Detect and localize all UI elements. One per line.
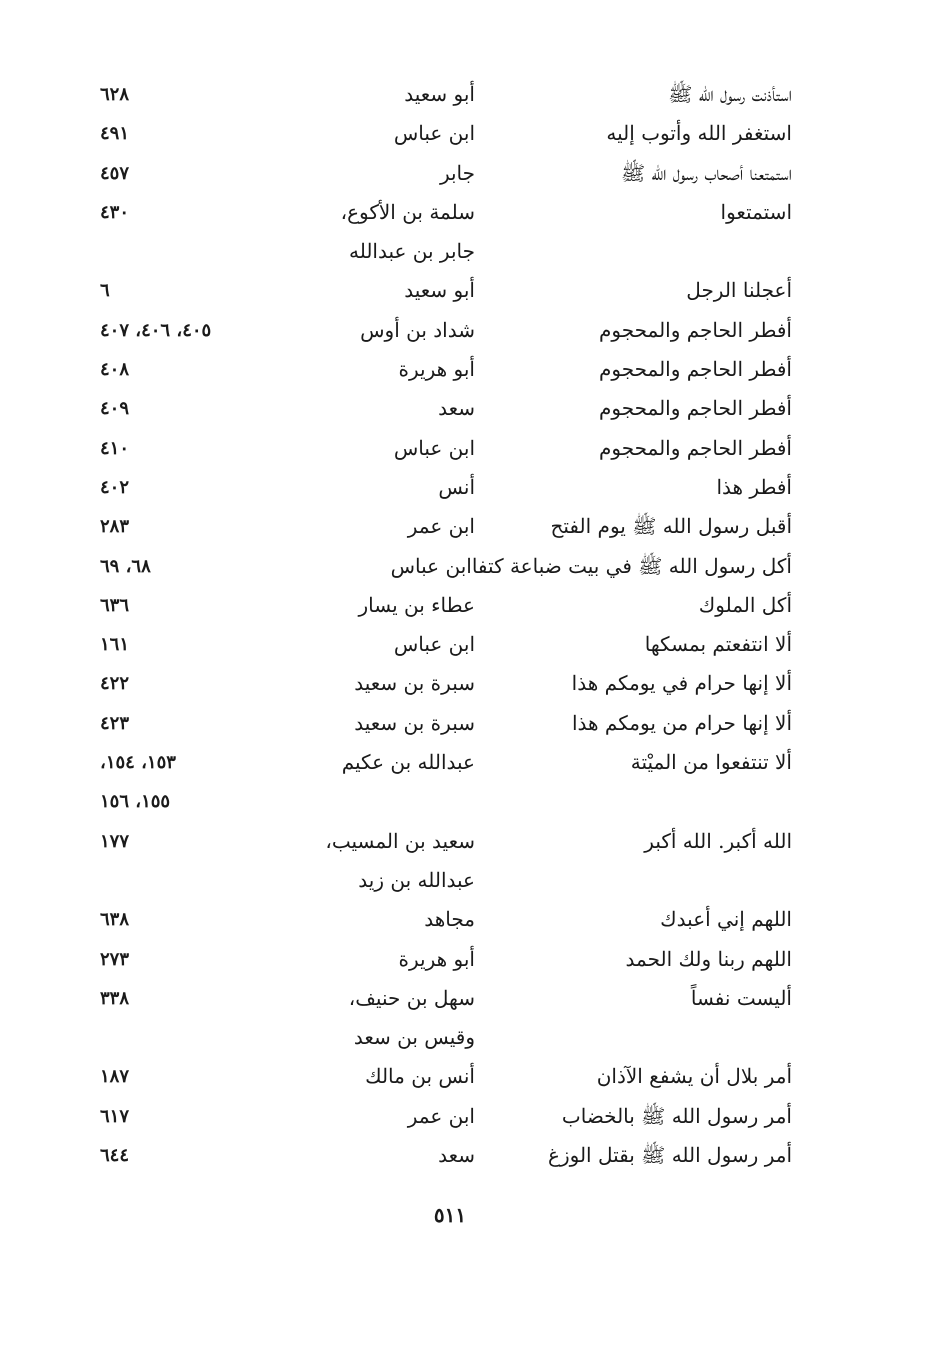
page-references-text: ١٥٥، ١٥٦ bbox=[100, 791, 171, 813]
page-references-text: ٦٣٨ bbox=[100, 909, 130, 931]
narrator: سعيد بن المسيب، bbox=[325, 828, 475, 853]
hadith-text: ألا إنها حرام من يومكم هذا bbox=[571, 710, 792, 735]
index-row bbox=[100, 861, 810, 900]
page-references bbox=[100, 822, 285, 861]
page-references bbox=[100, 154, 285, 193]
page-references bbox=[100, 507, 285, 546]
hadith-text: استأذنت رسول الله ﷺ bbox=[668, 82, 792, 106]
narrator: عطاء بن يسار bbox=[358, 592, 475, 617]
hadith-text: أليست نفساً bbox=[690, 985, 792, 1010]
page-references-text: ١٥٣، ١٥٤، bbox=[100, 752, 176, 774]
page-references bbox=[100, 547, 285, 586]
index-row bbox=[100, 75, 810, 114]
hadith-text: أفطر الحاجم والمحجوم bbox=[598, 357, 792, 382]
narrator: أنس bbox=[438, 474, 475, 499]
narrator: سلمة بن الأكوع، bbox=[340, 199, 475, 224]
narrator: عبدالله بن زيد bbox=[358, 867, 475, 892]
hadith-text: أكل رسول الله ﷺ في بيت ضباعة كتفاابن عباس bbox=[390, 553, 792, 578]
narrator: جابر bbox=[439, 160, 475, 185]
hadith-text: استمتعنا أصحاب رسول الله ﷺ bbox=[620, 160, 792, 185]
page-references bbox=[100, 979, 285, 1018]
page-references bbox=[100, 625, 285, 664]
index-row bbox=[100, 193, 810, 232]
index-row bbox=[100, 389, 810, 428]
index-row bbox=[100, 979, 810, 1018]
hadith-text: أمر بلال أن يشفع الآذان bbox=[596, 1064, 792, 1089]
hadith-text: ألا إنها حرام في يومكم هذا bbox=[571, 671, 792, 696]
page-references-text: ٤١٠ bbox=[100, 437, 130, 459]
index-row bbox=[100, 586, 810, 625]
page-references bbox=[100, 1018, 285, 1057]
index-row bbox=[100, 271, 810, 310]
narrator: سبرة بن سعيد bbox=[354, 710, 475, 735]
page-references bbox=[100, 311, 285, 350]
page-references-text: ٦٢٨ bbox=[100, 84, 130, 105]
page-references-text: ٦٣٦ bbox=[100, 594, 130, 616]
index-row bbox=[100, 1057, 810, 1096]
page-references-text: ٤٠٢ bbox=[100, 476, 130, 498]
index-row bbox=[100, 429, 810, 468]
narrator: شداد بن أوس bbox=[360, 317, 475, 342]
narrator: ابن عمر bbox=[407, 1103, 475, 1128]
page-references-text: ٤٠٥، ٤٠٦، ٤٠٧ bbox=[100, 319, 212, 341]
index-row bbox=[100, 1097, 810, 1136]
page-references bbox=[100, 389, 285, 428]
index-row bbox=[100, 154, 810, 193]
hadith-text: ألا انتفعتم بمسكها bbox=[644, 632, 792, 657]
hadith-text: اللهم إني أعبدك bbox=[660, 907, 792, 932]
page-references-text: ٤٩١ bbox=[100, 123, 130, 145]
page-references bbox=[100, 586, 285, 625]
index-row bbox=[100, 114, 810, 153]
narrator: أبو هريرة bbox=[398, 946, 475, 971]
index-row bbox=[100, 664, 810, 703]
index-row bbox=[100, 940, 810, 979]
index-row bbox=[100, 743, 810, 782]
page-references-text: ١٦١ bbox=[100, 634, 130, 656]
hadith-text: الله أكبر. الله أكبر bbox=[644, 828, 792, 853]
index-row bbox=[100, 311, 810, 350]
hadith-text: ألا تنتفعوا من الميْتة bbox=[630, 750, 792, 775]
hadith-text: أمر رسول الله ﷺ بقتل الوزغ bbox=[548, 1143, 792, 1168]
narrator: ابن عمر bbox=[407, 514, 475, 539]
page-references bbox=[100, 350, 285, 389]
narrator: سهل بن حنيف، bbox=[348, 985, 475, 1010]
hadith-text: أقبل رسول الله ﷺ يوم الفتح bbox=[550, 514, 792, 539]
page-references bbox=[100, 704, 285, 743]
index-row bbox=[100, 1136, 810, 1175]
page-references bbox=[100, 664, 285, 703]
page-references bbox=[100, 468, 285, 507]
index-row bbox=[100, 900, 810, 939]
index-row bbox=[100, 232, 810, 271]
index-row bbox=[100, 822, 810, 861]
narrator: سعد bbox=[438, 396, 475, 421]
page-references-text: ٤٥٧ bbox=[100, 162, 130, 184]
page-references bbox=[100, 940, 285, 979]
narrator: وقيس بن سعد bbox=[353, 1025, 475, 1050]
page-references-text: ٤٠٨ bbox=[100, 359, 130, 381]
hadith-text: أعجلنا الرجل bbox=[686, 278, 792, 303]
narrator: ابن عباس bbox=[393, 121, 475, 146]
page-references-text: ١٧٧ bbox=[100, 830, 130, 852]
page-references-text: ٤٠٩ bbox=[100, 398, 130, 420]
page-references-text: ٦١٧ bbox=[100, 1105, 130, 1127]
narrator: أنس بن مالك bbox=[365, 1064, 475, 1089]
narrator: مجاهد bbox=[424, 907, 475, 932]
narrator: أبو سعيد bbox=[404, 278, 475, 303]
page-references bbox=[100, 271, 285, 310]
hadith-text: أكل الملوك bbox=[698, 592, 792, 617]
hadith-text: أفطر هذا bbox=[716, 474, 792, 499]
hadith-text: استمتعوا bbox=[720, 199, 792, 224]
page-references bbox=[100, 232, 285, 271]
page-references-text: ٦ bbox=[100, 280, 110, 302]
index-row bbox=[100, 625, 810, 664]
index-row bbox=[100, 350, 810, 389]
page-references bbox=[100, 1097, 285, 1136]
page-references bbox=[100, 900, 285, 939]
page-references bbox=[100, 75, 285, 114]
page-references-text: ٤٢٢ bbox=[100, 673, 130, 695]
index-row bbox=[100, 1018, 810, 1057]
index-row bbox=[100, 704, 810, 743]
narrator: سبرة بن سعيد bbox=[354, 671, 475, 696]
hadith-text: أفطر الحاجم والمحجوم bbox=[598, 435, 792, 460]
page-references bbox=[100, 193, 285, 232]
narrator: أبو سعيد bbox=[404, 82, 475, 106]
narrator: ابن عباس bbox=[393, 632, 475, 657]
page-references bbox=[100, 782, 285, 821]
page-references bbox=[100, 1136, 285, 1175]
index-row bbox=[100, 782, 810, 821]
index-row bbox=[100, 468, 810, 507]
page-references bbox=[100, 114, 285, 153]
hadith-text: استغفر الله وأتوب إليه bbox=[606, 121, 792, 146]
narrator: سعد bbox=[438, 1143, 475, 1168]
page-references-text: ٦٨، ٦٩ bbox=[100, 555, 151, 577]
page-references bbox=[100, 743, 285, 782]
page-references-text: ٢٨٣ bbox=[100, 516, 130, 538]
hadith-index-list bbox=[100, 75, 810, 1175]
page-references-text: ٤٢٣ bbox=[100, 712, 130, 734]
narrator: جابر بن عبدالله bbox=[348, 239, 475, 264]
page-references bbox=[100, 429, 285, 468]
hadith-text: أفطر الحاجم والمحجوم bbox=[598, 317, 792, 342]
hadith-text: اللهم ربنا ولك الحمد bbox=[625, 946, 792, 971]
page-references-text: ٣٣٨ bbox=[100, 987, 130, 1009]
page-references bbox=[100, 861, 285, 900]
hadith-text: أفطر الحاجم والمحجوم bbox=[598, 396, 792, 421]
hadith-text: أمر رسول الله ﷺ بالخضاب bbox=[561, 1103, 792, 1128]
narrator: ابن عباس bbox=[393, 435, 475, 460]
index-row bbox=[100, 547, 810, 586]
page-references-text: ١٨٧ bbox=[100, 1066, 130, 1088]
page-references-text: ٢٧٣ bbox=[100, 948, 130, 970]
page-references-text: ٤٣٠ bbox=[100, 201, 130, 223]
narrator: عبدالله بن عكيم bbox=[341, 750, 475, 775]
page-references-text: ٦٤٤ bbox=[100, 1145, 130, 1167]
page-references bbox=[100, 1057, 285, 1096]
page-number: ٥١١ bbox=[433, 1203, 467, 1227]
index-row bbox=[100, 507, 810, 546]
narrator: أبو هريرة bbox=[398, 357, 475, 382]
